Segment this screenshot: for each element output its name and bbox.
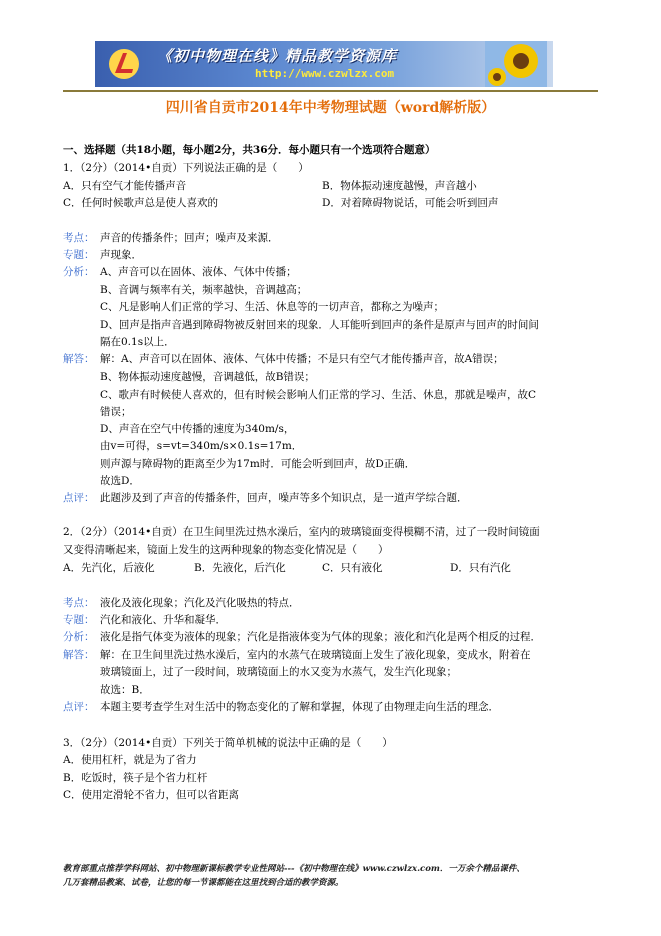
q1-kaodian-label: 考点：	[63, 232, 95, 244]
header-banner	[95, 41, 553, 87]
q1-stem: 1．（2分）（2014•自贡）下列说法正确的是（ ）	[63, 162, 309, 174]
q3-option-a: A．使用杠杆，就是为了省力	[63, 754, 197, 766]
q1-option-c: C．任何时候歌声总是使人喜欢的	[63, 197, 219, 209]
q1-option-d: D．对着障碍物说话，可能会听到回声	[322, 197, 499, 209]
q2-dianping-label: 点评：	[63, 701, 95, 713]
q1-jieda-line: 由v=可得，s=vt=340m/s×0.1s=17m．	[100, 440, 303, 452]
q1-dianping-label: 点评：	[63, 492, 95, 504]
section-heading: 一、选择题（共18小题，每小题2分，共36分．每小题只有一个选项符合题意）	[63, 144, 436, 156]
q2-zhuanti: 汽化和液化、升华和凝华．	[100, 614, 226, 626]
footer-line: 几万套精品教案、试卷，让您的每一节课都能在这里找到合适的教学资源。	[63, 878, 344, 888]
q1-zhuanti: 声现象．	[100, 249, 142, 261]
q3-stem: 3．（2分）（2014•自贡）下列关于简单机械的说法中正确的是（ ）	[63, 737, 393, 749]
q2-kaodian-label: 考点：	[63, 597, 95, 609]
q3-option-c: C．使用定滑轮不省力，但可以省距离	[63, 789, 240, 801]
q1-fenxi-label: 分析：	[63, 266, 95, 278]
q1-fenxi-line: C、凡是影响人们正常的学习、生活、休息等的一切声音，都称之为噪声；	[100, 301, 445, 313]
q1-jieda-line: 故选D．	[100, 475, 140, 487]
q2-jieda-line: 解：在卫生间里洗过热水澡后，室内的水蒸气在玻璃镜面上发生了液化现象，变成水，附着在	[100, 649, 531, 661]
q1-fenxi-line: A、声音可以在固体、液体、气体中传播；	[100, 266, 297, 278]
sunflower-icon	[485, 41, 547, 87]
banner-title: 《初中物理在线》精品教学资源库	[157, 47, 398, 65]
q2-option-b: B．先液化，后汽化	[194, 562, 286, 574]
q2-option-c: C．只有液化	[322, 562, 383, 574]
q2-stem-line: 2．（2分）（2014•自贡）在卫生间里洗过热水澡后，室内的玻璃镜面变得模糊不清，过了一段时间镜面	[63, 526, 540, 538]
q2-kaodian: 液化及液化现象；汽化及汽化吸热的特点．	[100, 597, 300, 609]
q2-fenxi: 液化是指气体变为液体的现象；汽化是指液体变为气体的现象；液化和汽化是两个相反的过程．	[100, 631, 541, 643]
q3-option-b: B．吃饭时，筷子是个省力杠杆	[63, 772, 208, 784]
q2-zhuanti-label: 专题：	[63, 614, 95, 626]
q1-jieda-line: D、声音在空气中传播的速度为340m/s，	[100, 423, 295, 435]
q1-jieda-label: 解答：	[63, 353, 95, 365]
q1-jieda-line: 错误；	[100, 406, 132, 418]
q2-fenxi-label: 分析：	[63, 631, 95, 643]
q2-jieda-label: 解答：	[63, 649, 95, 661]
site-logo-icon	[107, 47, 141, 81]
q1-option-b: B．物体振动速度越慢，声音越小	[322, 180, 477, 192]
q1-jieda-line: B、物体振动速度越慢，音调越低，故B错误；	[100, 371, 315, 383]
q1-kaodian: 声音的传播条件；回声；噪声及来源．	[100, 232, 279, 244]
footer-line: 教育部重点推荐学科网站、初中物理新课标教学专业性网站---《初中物理在线》www.czwlzx.com．一万余个精品课件、	[63, 864, 525, 874]
q2-jieda-line: 玻璃镜面上，过了一段时间，玻璃镜面上的水又变为水蒸气，发生汽化现象；	[100, 666, 457, 678]
q1-jieda-line: C、歌声有时候使人喜欢的，但有时候会影响人们正常的学习、生活、休息，那就是噪声，故C	[100, 389, 537, 401]
document-title: 四川省自贡市2014年中考物理试题（word解析版）	[165, 100, 496, 116]
header-divider	[63, 90, 598, 92]
q1-jieda-line: 解：A、声音可以在固体、液体、气体中传播；不是只有空气才能传播声音，故A错误；	[100, 353, 504, 365]
q2-stem-line: 又变得清晰起来，镜面上发生的这两种现象的物态变化情况是（ ）	[63, 544, 389, 556]
q1-dianping: 此题涉及到了声音的传播条件，回声，噪声等多个知识点，是一道声学综合题．	[100, 492, 468, 504]
banner-url[interactable]: http://www.czwlzx.com	[255, 67, 395, 80]
q1-jieda-line: 则声源与障碍物的距离至少为17m时．可能会听到回声，故D正确．	[100, 458, 416, 470]
q1-fenxi-line: D、回声是指声音遇到障碍物被反射回来的现象．人耳能听到回声的条件是原声与回声的时间间	[100, 319, 539, 331]
q1-zhuanti-label: 专题：	[63, 249, 95, 261]
q1-fenxi-line: 隔在0.1s以上．	[100, 336, 175, 348]
q1-fenxi-line: B、音调与频率有关，频率越快，音调越高；	[100, 284, 308, 296]
q2-option-d: D．只有汽化	[450, 562, 511, 574]
q2-dianping: 本题主要考查学生对生活中的物态变化的了解和掌握，体现了由物理走向生活的理念．	[100, 701, 499, 713]
q1-option-a: A．只有空气才能传播声音	[63, 180, 187, 192]
q2-option-a: A．先汽化，后液化	[63, 562, 155, 574]
q2-jieda-line: 故选：B．	[100, 684, 150, 696]
